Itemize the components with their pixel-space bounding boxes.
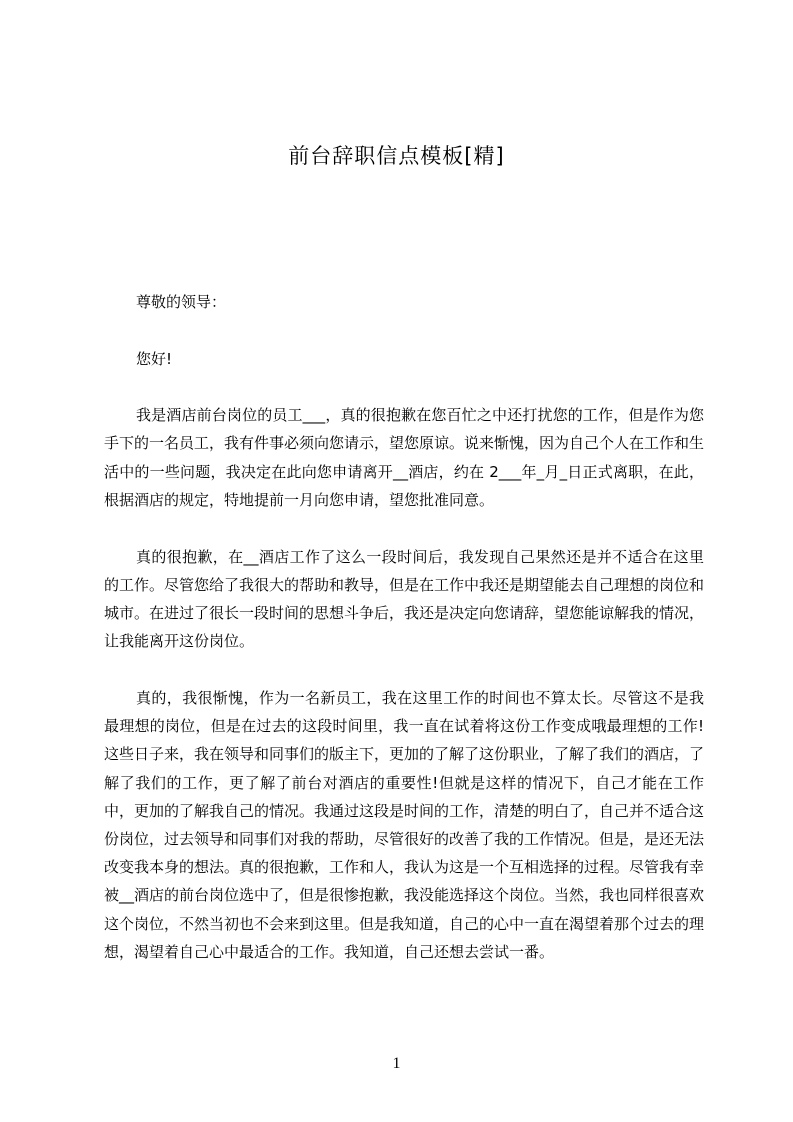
paragraph-3: 真的，我很惭愧，作为一名新员工，我在这里工作的时间也不算太长。尽管这不是我最理想的岗位，但是在过去的这段时间里，我一直在试着将这份工作变成哦最理想的工作!这些日子来，我在领导和同事们的版主下，更加的了解了这份职业，了解了我们的酒店，了解了我们的工作，更了解了前台对酒店的重要性!但就是这样的情况下，自己才能在工作中，更加的了解我自己的情况。我通过这段是时间的工作，清楚的明白了，自己并不适合这份岗位，过去领导和同事们对我的帮助，尽管很好的改善了我的工作情况。但是，是还无法改变我本身的想法。真的很抱歉，工作和人，我认为这是一个互相选择的过程。尽管我有幸被__酒店的前台岗位选中了，但是很惨抱歉，我没能选择这个岗位。当然，我也同样很喜欢这个岗位，不然当初也不会来到这里。但是我知道，自己的心中一直在渴望着那个过去的理想，渴望着自己心中最适合的工作。我知道，自己还想去尝试一番。 [104, 689, 705, 961]
paragraph-1: 我是酒店前台岗位的员工___，真的很抱歉在您百忙之中还打扰您的工作，但是作为您手下的一名员工，我有件事必须向您请示，望您原谅。说来惭愧，因为自己个人在工作和生活中的一些问题，我决定在此向您申请离开__酒店，约在 2___年_月_日正式离职，在此，根据酒店的规定，特地提前一月向您申请，望您批准同意。 [104, 406, 705, 509]
letter-body [104, 288, 704, 995]
page-number: 1 [392, 1055, 401, 1072]
document-title: 前台辞职信点模板[精] [288, 144, 505, 168]
salutation: 尊敬的领导： [136, 293, 227, 311]
greeting: 您好! [136, 349, 173, 368]
paragraph-2: 真的很抱歉，在__酒店工作了这么一段时间后，我发现自己果然还是并不适合在这里的工作。尽管您给了我很大的帮助和教导，但是在工作中我还是期望能去自己理想的岗位和城市。在进过了很长一段时间的思想斗争后，我还是决定向您请辞，望您能谅解我的情况，让我能离开这份岗位。 [104, 547, 705, 651]
